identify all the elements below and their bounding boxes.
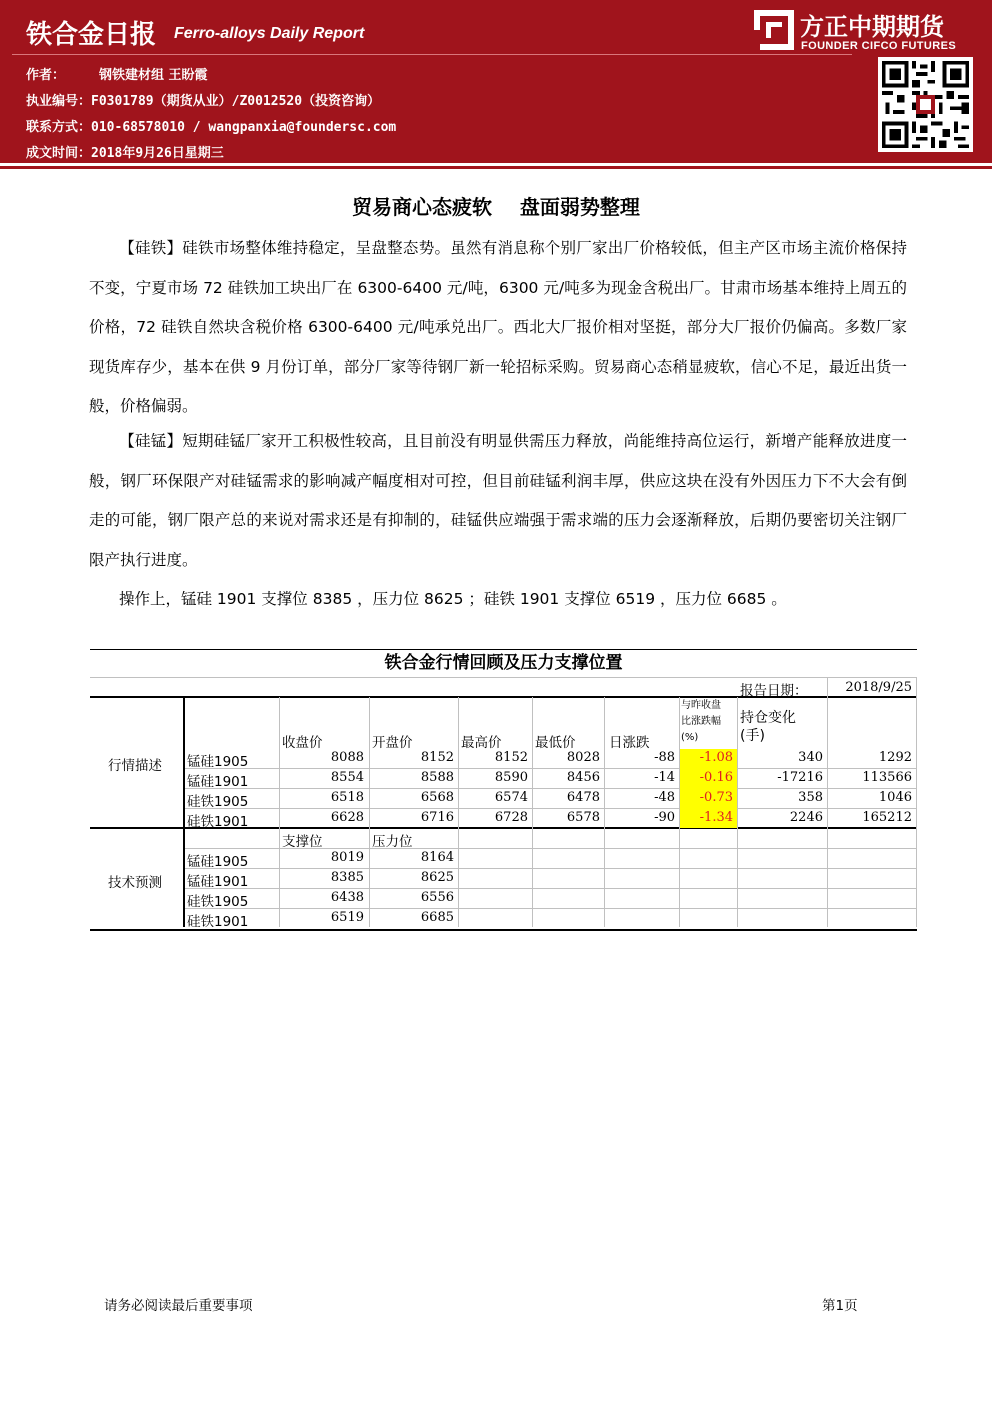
tech-cell-support: 6438: [330, 890, 364, 905]
tech-cell-resistance: 6685: [420, 910, 454, 925]
market-cell-pct: -0.73: [699, 790, 733, 805]
report-date-value: 2018/9/25: [845, 680, 912, 695]
tech-cell-name: 锰硅1905: [187, 854, 249, 870]
header-low: 最低价: [535, 735, 576, 751]
paragraph-ferrosilicon-text: 【硅铁】硅铁市场整体维持稳定，呈盘整态势。虽然有消息称个别厂家出厂价格较低，但主产区市场主流价格保持不变，宁夏市场 72 硅铁加工块出厂在 6300-6400 元/吨，6300 元/吨多为现金含税出厂。甘肃市场基本维持上周五的价格，72 硅铁自然块含税价格 6300-6400 元/吨承兑出厂。西北大厂报价相对坚挺，部分大厂报价仍偏高。多数厂家现货库存少，基本在供 9 月份订单，部分厂家等待钢厂新一轮招标采购。贸易商心态稍显疲软，信心不足，最近出货一般，价格偏弱。: [89, 239, 907, 415]
market-cell-name: 锰硅1901: [187, 774, 249, 790]
tech-cell-name: 硅铁1901: [187, 914, 249, 930]
header-support: 支撑位: [282, 834, 323, 850]
header-pct-line2: 比涨跌幅: [681, 716, 721, 727]
market-cell-close: 8554: [330, 770, 364, 785]
market-cell-oi-change: -17216: [777, 770, 823, 785]
grid-line: [916, 677, 917, 927]
market-cell-pct: -1.34: [699, 810, 733, 825]
market-cell-open: 6568: [420, 790, 454, 805]
date-line: [26, 142, 224, 161]
market-cell-oi: 165212: [862, 810, 912, 825]
market-cell-oi: 1292: [878, 750, 912, 765]
header-oi-line1: 持仓变化: [740, 710, 796, 726]
market-cell-high: 8152: [494, 750, 528, 765]
market-cell-pct: -1.08: [699, 750, 733, 765]
section-label-market: 行情描述: [108, 758, 162, 774]
footer-page-number: 第1页: [822, 1298, 858, 1314]
date-value: 2018年9月26日星期三: [91, 146, 224, 161]
market-cell-oi-change: 358: [798, 790, 823, 805]
author-value: 钢铁建材组 王盼霞: [99, 68, 208, 83]
header-pct-change: [681, 698, 737, 746]
header-high: 最高价: [461, 735, 502, 751]
market-cell-change: -48: [654, 790, 675, 805]
market-cell-oi: 1046: [878, 790, 912, 805]
market-cell-oi-change: 340: [798, 750, 823, 765]
contact-label: 联系方式：: [26, 120, 92, 135]
tech-cell-name: 锰硅1901: [187, 874, 249, 890]
market-cell-close: 8088: [330, 750, 364, 765]
tech-cell-support: 6519: [330, 910, 364, 925]
market-cell-low: 6478: [566, 790, 600, 805]
grid-line: [184, 868, 917, 869]
qr-code-icon: [878, 57, 973, 152]
paragraph-operation: [89, 580, 907, 620]
market-cell-low: 6578: [566, 810, 600, 825]
header-divider: [12, 54, 852, 55]
market-cell-high: 6574: [494, 790, 528, 805]
market-cell-pct: -0.16: [699, 770, 733, 785]
market-cell-change: -90: [654, 810, 675, 825]
header-oi-change: [740, 709, 796, 745]
report-date-label: 报告日期：: [740, 683, 808, 699]
author-line: [26, 64, 208, 83]
report-title-cn: 铁合金日报: [26, 20, 157, 50]
grid-line: [184, 888, 917, 889]
market-cell-oi: 113566: [862, 770, 912, 785]
market-cell-open: 8152: [420, 750, 454, 765]
company-name-en: FOUNDER CIFCO FUTURES: [801, 40, 957, 52]
tech-cell-resistance: 6556: [420, 890, 454, 905]
header-close: 收盘价: [282, 735, 323, 751]
paragraph-ferrosilicon: [89, 229, 907, 427]
table-title: 铁合金行情回顾及压力支撑位置: [384, 653, 623, 673]
license-line: [26, 90, 380, 109]
company-logo-icon: [754, 10, 794, 50]
contact-line: [26, 116, 396, 135]
market-cell-name: 锰硅1905: [187, 754, 249, 770]
section-label-technical: 技术预测: [108, 875, 162, 891]
market-cell-change: -14: [654, 770, 675, 785]
header-pct-line3: (%): [681, 732, 699, 743]
report-header: [0, 0, 992, 163]
tech-cell-support: 8019: [330, 850, 364, 865]
label-column-border: [183, 697, 185, 927]
paragraph-silicomanganese-text: 【硅锰】短期硅锰厂家开工积极性较高，且目前没有明显供需压力释放，尚能维持高位运行，新增产能释放进度一般，钢厂环保限产对硅锰需求的影响减产幅度相对可控，但目前硅锰利润丰厚，供应这块在没有外因压力下不大会有倒走的可能，钢厂限产总的来说对需求还是有抑制的，硅锰供应端强于需求端的压力会逐渐释放，后期仍要密切关注钢厂限产执行进度。: [89, 432, 907, 569]
header-resistance: 压力位: [372, 834, 413, 850]
grid-line: [184, 768, 917, 769]
market-cell-name: 硅铁1901: [187, 814, 249, 830]
header-underline: [0, 166, 992, 169]
header-pct-line1: 与昨收盘: [681, 700, 721, 711]
grid-line: [184, 908, 917, 909]
company-name-cn: 方正中期期货: [800, 13, 944, 41]
market-cell-oi-change: 2246: [789, 810, 823, 825]
tech-cell-resistance: 8164: [420, 850, 454, 865]
footer-notice: 请务必阅读最后重要事项: [104, 1298, 253, 1314]
header-open: 开盘价: [372, 735, 413, 751]
grid-line: [184, 808, 917, 809]
tech-cell-resistance: 8625: [420, 870, 454, 885]
contact-value: 010-68578010 / wangpanxia@foundersc.com: [91, 120, 397, 135]
market-cell-name: 硅铁1905: [187, 794, 249, 810]
grid-line: [184, 788, 917, 789]
market-cell-low: 8456: [566, 770, 600, 785]
grid-line: [90, 677, 917, 678]
market-cell-high: 8590: [494, 770, 528, 785]
paragraph-operation-text: 操作上，锰硅 1901 支撑位 8385 ，压力位 8625 ；硅铁 1901 支撑位 6519 ，压力位 6685 。: [119, 590, 787, 608]
header-change: 日涨跌: [609, 735, 650, 751]
market-cell-low: 8028: [566, 750, 600, 765]
market-cell-high: 6728: [494, 810, 528, 825]
author-label: 作者：: [26, 68, 66, 83]
market-cell-close: 6628: [330, 810, 364, 825]
date-label: 成文时间：: [26, 146, 92, 161]
tech-cell-name: 硅铁1905: [187, 894, 249, 910]
market-cell-open: 8588: [420, 770, 454, 785]
report-title-en: Ferro-alloys Daily Report: [174, 25, 365, 42]
market-table: [90, 649, 917, 931]
article-title: 贸易商心态疲软 盘面弱势整理: [352, 195, 640, 219]
market-cell-close: 6518: [330, 790, 364, 805]
market-cell-open: 6716: [420, 810, 454, 825]
market-cell-change: -88: [654, 750, 675, 765]
license-value: F0301789（期货从业）/Z0012520（投资咨询）: [91, 94, 381, 109]
tech-cell-support: 8385: [330, 870, 364, 885]
license-label: 执业编号：: [26, 94, 92, 109]
paragraph-silicomanganese: [89, 422, 907, 580]
header-oi-line2: (手): [740, 728, 765, 744]
